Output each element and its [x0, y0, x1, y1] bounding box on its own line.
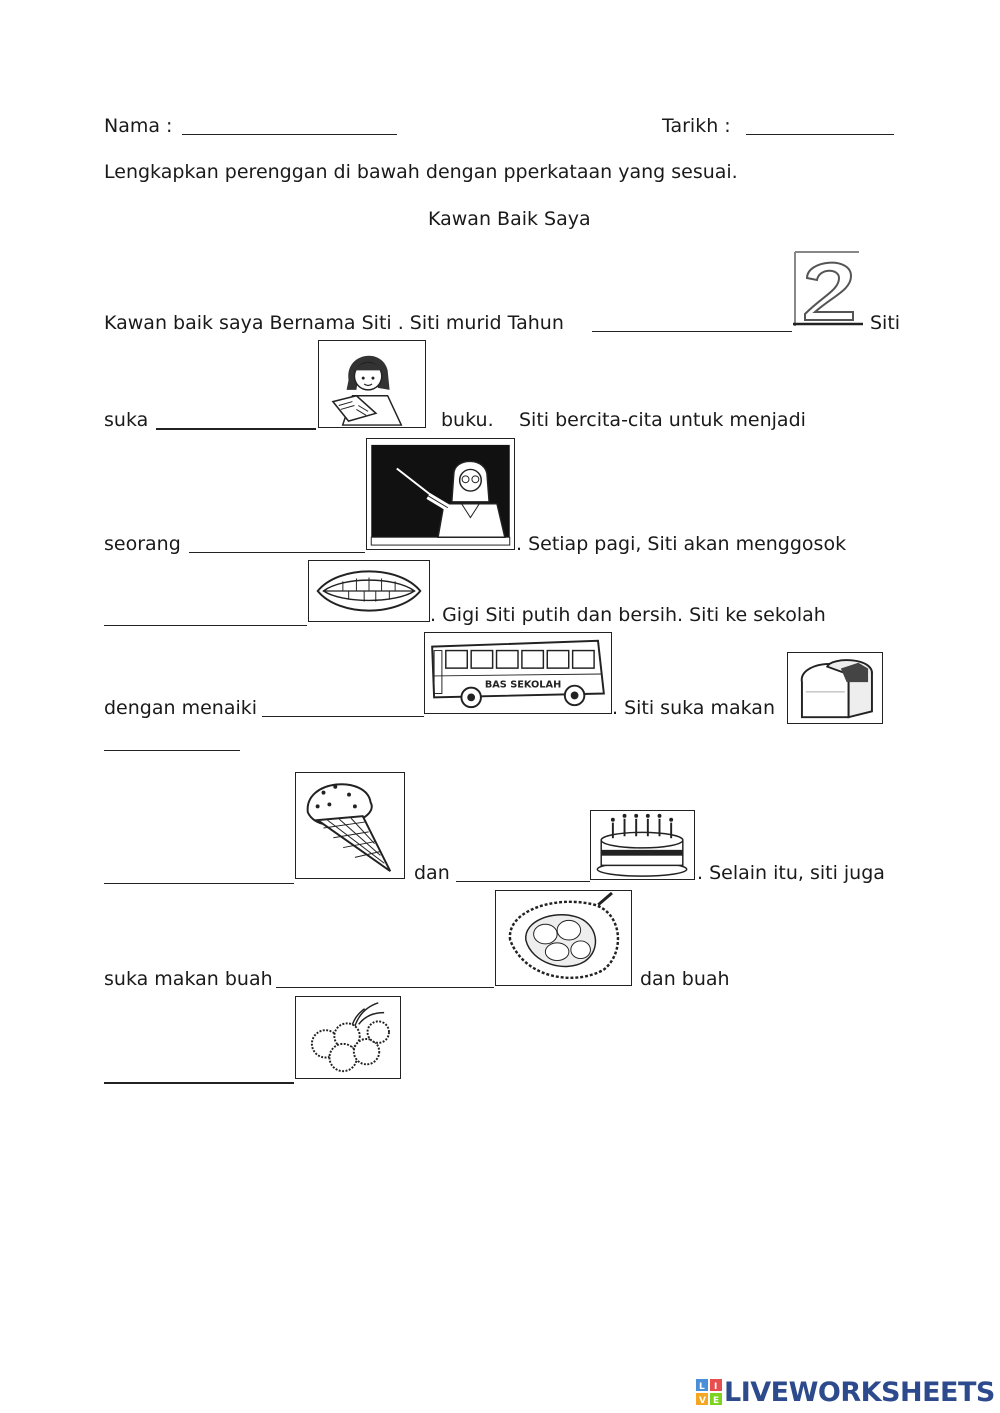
answer-aiskrim-input[interactable]: [104, 863, 294, 884]
number-two-image: [793, 250, 863, 328]
school-bus-image: [424, 632, 612, 714]
ice-cream-image: [295, 772, 405, 879]
logo-letter-e: E: [713, 1396, 720, 1405]
bread-image: [787, 652, 883, 724]
name-input[interactable]: [182, 114, 397, 135]
teeth-image: [308, 560, 430, 622]
rambutan-image: [295, 996, 401, 1079]
passage-text-6: seorang: [104, 533, 181, 555]
passage-text-12: . Selain itu, siti juga: [697, 862, 885, 884]
name-label: Nama :: [104, 115, 173, 137]
answer-tahun-input[interactable]: [592, 311, 792, 332]
bus-sign-text: BAS SEKOLAH: [484, 679, 562, 691]
answer-rambutan-input[interactable]: [104, 1062, 294, 1084]
liveworksheets-logo-icon: [696, 1379, 722, 1405]
logo-letter-l: L: [699, 1382, 705, 1392]
bread-icon: [788, 653, 882, 723]
answer-cita-cita-input[interactable]: [189, 532, 365, 553]
cake-image: [590, 810, 695, 880]
passage-text-9: dengan menaiki: [104, 697, 258, 719]
number-two-icon: [793, 250, 863, 328]
passage-text-13: suka makan buah: [104, 968, 273, 990]
answer-kenderaan-input[interactable]: [262, 696, 424, 717]
ice-cream-icon: [296, 773, 404, 878]
teacher-image: [366, 438, 515, 550]
cake-icon: [591, 811, 694, 879]
passage-text-8: . Gigi Siti putih dan bersih. Siti ke sekolah: [430, 604, 826, 626]
passage-text-3: suka: [104, 409, 149, 431]
passage-text-2: Siti: [870, 312, 901, 334]
worksheet-title: Kawan Baik Saya: [428, 208, 591, 230]
date-label: Tarikh :: [662, 115, 731, 137]
rambutan-icon: [296, 997, 400, 1078]
durian-image: [495, 890, 632, 986]
passage-text-11: dan: [414, 862, 450, 884]
logo-letter-i: I: [714, 1382, 718, 1392]
logo-letter-v: V: [699, 1396, 706, 1405]
passage-text-14: dan buah: [640, 968, 730, 990]
passage-text-5: Siti bercita-cita untuk menjadi: [519, 409, 806, 431]
girl-reading-icon: [319, 341, 425, 427]
passage-text-10: . Siti suka makan: [612, 697, 775, 719]
teeth-icon: [309, 561, 429, 621]
passage-text-1: Kawan baik saya Bernama Siti . Siti murid Tahun: [104, 312, 564, 334]
school-bus-icon: [425, 633, 611, 713]
answer-suka-input[interactable]: [156, 408, 316, 430]
answer-kek-input[interactable]: [456, 861, 590, 882]
girl-reading-image: [318, 340, 426, 428]
date-input[interactable]: [746, 114, 894, 135]
passage-text-7: . Setiap pagi, Siti akan menggosok: [516, 533, 847, 555]
durian-icon: [496, 891, 631, 985]
teacher-icon: [367, 439, 514, 549]
brand-name: LIVEWORKSHEETS: [724, 1376, 995, 1408]
instruction-text: Lengkapkan perenggan di bawah dengan pperkataan yang sesuai.: [104, 161, 738, 183]
liveworksheets-brand: [696, 1378, 995, 1406]
answer-durian-input[interactable]: [276, 967, 494, 988]
passage-text-4: buku.: [441, 409, 494, 431]
answer-roti-input[interactable]: [104, 730, 240, 751]
answer-gigi-input[interactable]: [104, 605, 307, 626]
